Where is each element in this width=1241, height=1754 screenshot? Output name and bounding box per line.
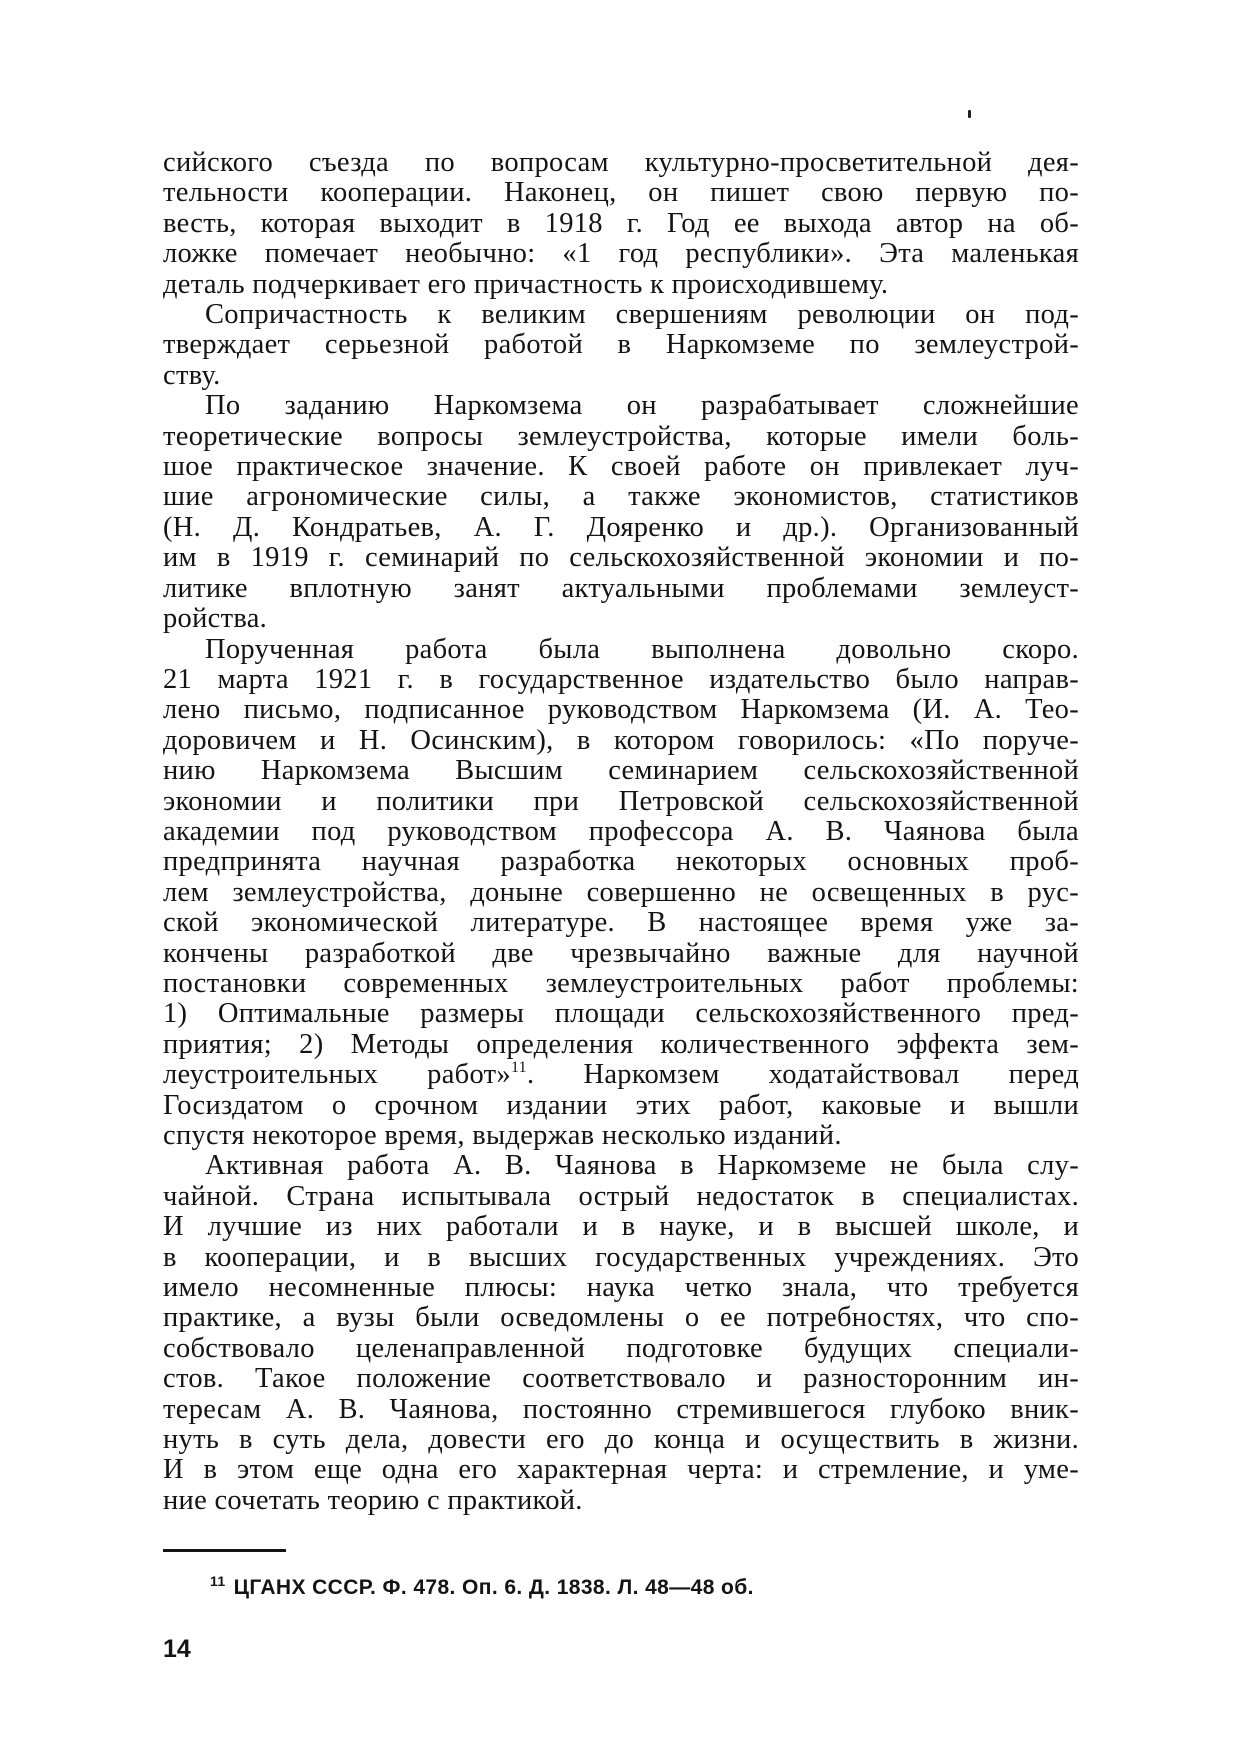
line-text: Активная работа А. В. Чаянова в Наркомземе не была слу- <box>205 1150 1079 1182</box>
text-line <box>163 1243 1079 1273</box>
line-text: собствовало целенаправленной подготовке будущих специали- <box>163 1332 1079 1364</box>
text-line <box>163 1151 1079 1181</box>
line-text: доровичем и Н. Осинским), в котором говорилось: «По поруче- <box>163 724 1079 756</box>
line-text: практике, а вузы были осведомлены о ее потребностях, что спо- <box>163 1302 1079 1334</box>
line-text: весть, которая выходит в 1918 г. Год ее выхода автор на об- <box>163 207 1079 239</box>
text-line <box>163 939 1079 969</box>
line-text: ской экономической литературе. В настоящее время уже за- <box>163 907 1079 939</box>
text-line <box>163 1030 1079 1060</box>
line-text: нию Наркомзема Высшим семинарием сельскохозяйственной <box>163 755 1079 787</box>
text-line <box>163 361 1079 391</box>
paragraph <box>163 148 1079 300</box>
line-text: ние сочетать теорию с практикой. <box>163 1484 583 1516</box>
line-text: ложке помечает необычно: «1 год республики». Эта маленькая <box>163 238 1079 270</box>
line-text: в кооперации, и в высших государственных учреждениях. Это <box>163 1241 1079 1273</box>
paragraph <box>163 1151 1079 1516</box>
text-line <box>163 452 1079 482</box>
line-text: шое практическое значение. К своей работе он привлекает луч- <box>163 451 1079 483</box>
line-text: кончены разработкой две чрезвычайно важные для научной <box>163 937 1079 969</box>
text-line <box>163 878 1079 908</box>
text-line <box>163 969 1079 999</box>
line-text: деталь подчеркивает его причастность к происходившему. <box>163 268 889 300</box>
text-line <box>163 726 1079 756</box>
text-line <box>163 543 1079 573</box>
line-text: По заданию Наркомзема он разрабатывает сложнейшие <box>205 390 1079 422</box>
text-line <box>163 422 1079 452</box>
text-line <box>163 1212 1079 1242</box>
text-line <box>163 1486 1079 1516</box>
text-line <box>163 1455 1079 1485</box>
line-text: И лучшие из них работали и в науке, и в высшей школе, и <box>163 1211 1079 1243</box>
text-line <box>163 1091 1079 1121</box>
line-text: шие агрономические силы, а также экономистов, статистиков <box>163 481 1079 513</box>
paragraph <box>163 300 1079 391</box>
text-line <box>163 178 1079 208</box>
line-text: им в 1919 г. семинарий по сельскохозяйственной экономии и по- <box>163 542 1079 574</box>
text-line <box>163 1303 1079 1333</box>
line-text: 21 марта 1921 г. в государственное издательство было направ- <box>163 663 1079 695</box>
line-text: тельности кооперации. Наконец, он пишет свою первую по- <box>163 177 1079 209</box>
text-line <box>163 1425 1079 1455</box>
line-text: (Н. Д. Кондратьев, А. Г. Дояренко и др.). Организованный <box>163 511 1079 543</box>
line-text: имело несомненные плюсы: наука четко знала, что требуется <box>163 1272 1079 1304</box>
line-text: тверждает серьезной работой в Наркомземе по землеустрой- <box>163 329 1079 361</box>
paragraph <box>163 391 1079 634</box>
line-text: 1) Оптимальные размеры площади сельскохозяйственного пред- <box>163 998 1079 1030</box>
line-text: лем землеустройства, доныне совершенно не освещенных в рус- <box>163 876 1079 908</box>
text-line <box>163 604 1079 634</box>
text-line <box>163 1395 1079 1425</box>
line-text: спустя некоторое время, выдержав несколько изданий. <box>163 1120 842 1151</box>
text-line <box>163 908 1079 938</box>
line-text: сийского съезда по вопросам культурно-просветительной дея- <box>163 147 1079 178</box>
text-line <box>163 513 1079 543</box>
line-text: Порученная работа была выполнена довольно скоро. <box>205 633 1079 665</box>
text-line <box>163 574 1079 604</box>
paragraph <box>163 635 1079 1152</box>
scan-speck <box>968 110 971 118</box>
line-text: стов. Такое положение соответствовало и разносторонним ин- <box>163 1363 1079 1395</box>
text-line <box>163 391 1079 421</box>
text-line <box>163 330 1079 360</box>
text-line <box>163 787 1079 817</box>
line-text: лено письмо, подписанное руководством Наркомзема (И. А. Тео- <box>163 694 1079 726</box>
line-text: ству. <box>163 359 221 391</box>
text-line <box>163 817 1079 847</box>
text-line <box>163 1121 1079 1151</box>
text-line <box>163 148 1079 178</box>
text-line <box>163 1060 1079 1090</box>
line-text: тересам А. В. Чаянова, постоянно стремившегося глубоко вник- <box>163 1393 1079 1425</box>
line-text: предпринята научная разработка некоторых основных проб- <box>163 846 1079 878</box>
line-text: академии под руководством профессора А. В. Чаянова была <box>163 815 1079 847</box>
footnote-separator <box>163 1549 286 1552</box>
line-text: Госиздатом о срочном издании этих работ, каковые и вышли <box>163 1089 1079 1121</box>
text-line <box>163 1364 1079 1394</box>
line-text: Сопричастность к великим свершениям революции он под- <box>205 299 1079 331</box>
text-line <box>163 1182 1079 1212</box>
text-line <box>163 270 1079 300</box>
text-line <box>163 300 1079 330</box>
footnote-reference[interactable]: 11 <box>510 1059 527 1077</box>
line-text: леустроительных работ» <box>163 1059 511 1091</box>
page-number: 14 <box>163 1635 191 1663</box>
text-line <box>163 847 1079 877</box>
text-line <box>163 239 1079 269</box>
line-text: И в этом еще одна его характерная черта: и стремление, и уме- <box>163 1454 1079 1486</box>
footnote-text: ЦГАНХ СССР. Ф. 478. Оп. 6. Д. 1838. Л. 48—48 об. <box>233 1576 754 1599</box>
line-text: чайной. Страна испытывала острый недостаток в специалистах. <box>163 1180 1079 1212</box>
line-text: теоретические вопросы землеустройства, которые имели боль- <box>163 420 1079 452</box>
text-line <box>163 695 1079 725</box>
line-text-after-ref: . Наркомзем ходатайствовал перед <box>526 1059 1079 1091</box>
text-line <box>163 756 1079 786</box>
line-text: постановки современных землеустроительных работ проблемы: <box>163 967 1079 999</box>
text-line <box>163 482 1079 512</box>
footnote-marker: 11 <box>210 1573 226 1589</box>
line-text: ройства. <box>163 603 268 635</box>
text-line <box>163 209 1079 239</box>
line-text: литике вплотную занят актуальными проблемами землеуст- <box>163 572 1079 604</box>
footnote <box>210 1574 754 1602</box>
line-text: приятия; 2) Методы определения количественного эффекта зем- <box>163 1028 1079 1060</box>
text-line <box>163 1334 1079 1364</box>
line-text: экономии и политики при Петровской сельскохозяйственной <box>163 785 1079 817</box>
line-text: нуть в суть дела, довести его до конца и осуществить в жизни. <box>163 1424 1079 1456</box>
body-text <box>163 148 1079 1516</box>
text-line <box>163 665 1079 695</box>
text-line <box>163 635 1079 665</box>
text-line <box>163 1273 1079 1303</box>
text-line <box>163 999 1079 1029</box>
